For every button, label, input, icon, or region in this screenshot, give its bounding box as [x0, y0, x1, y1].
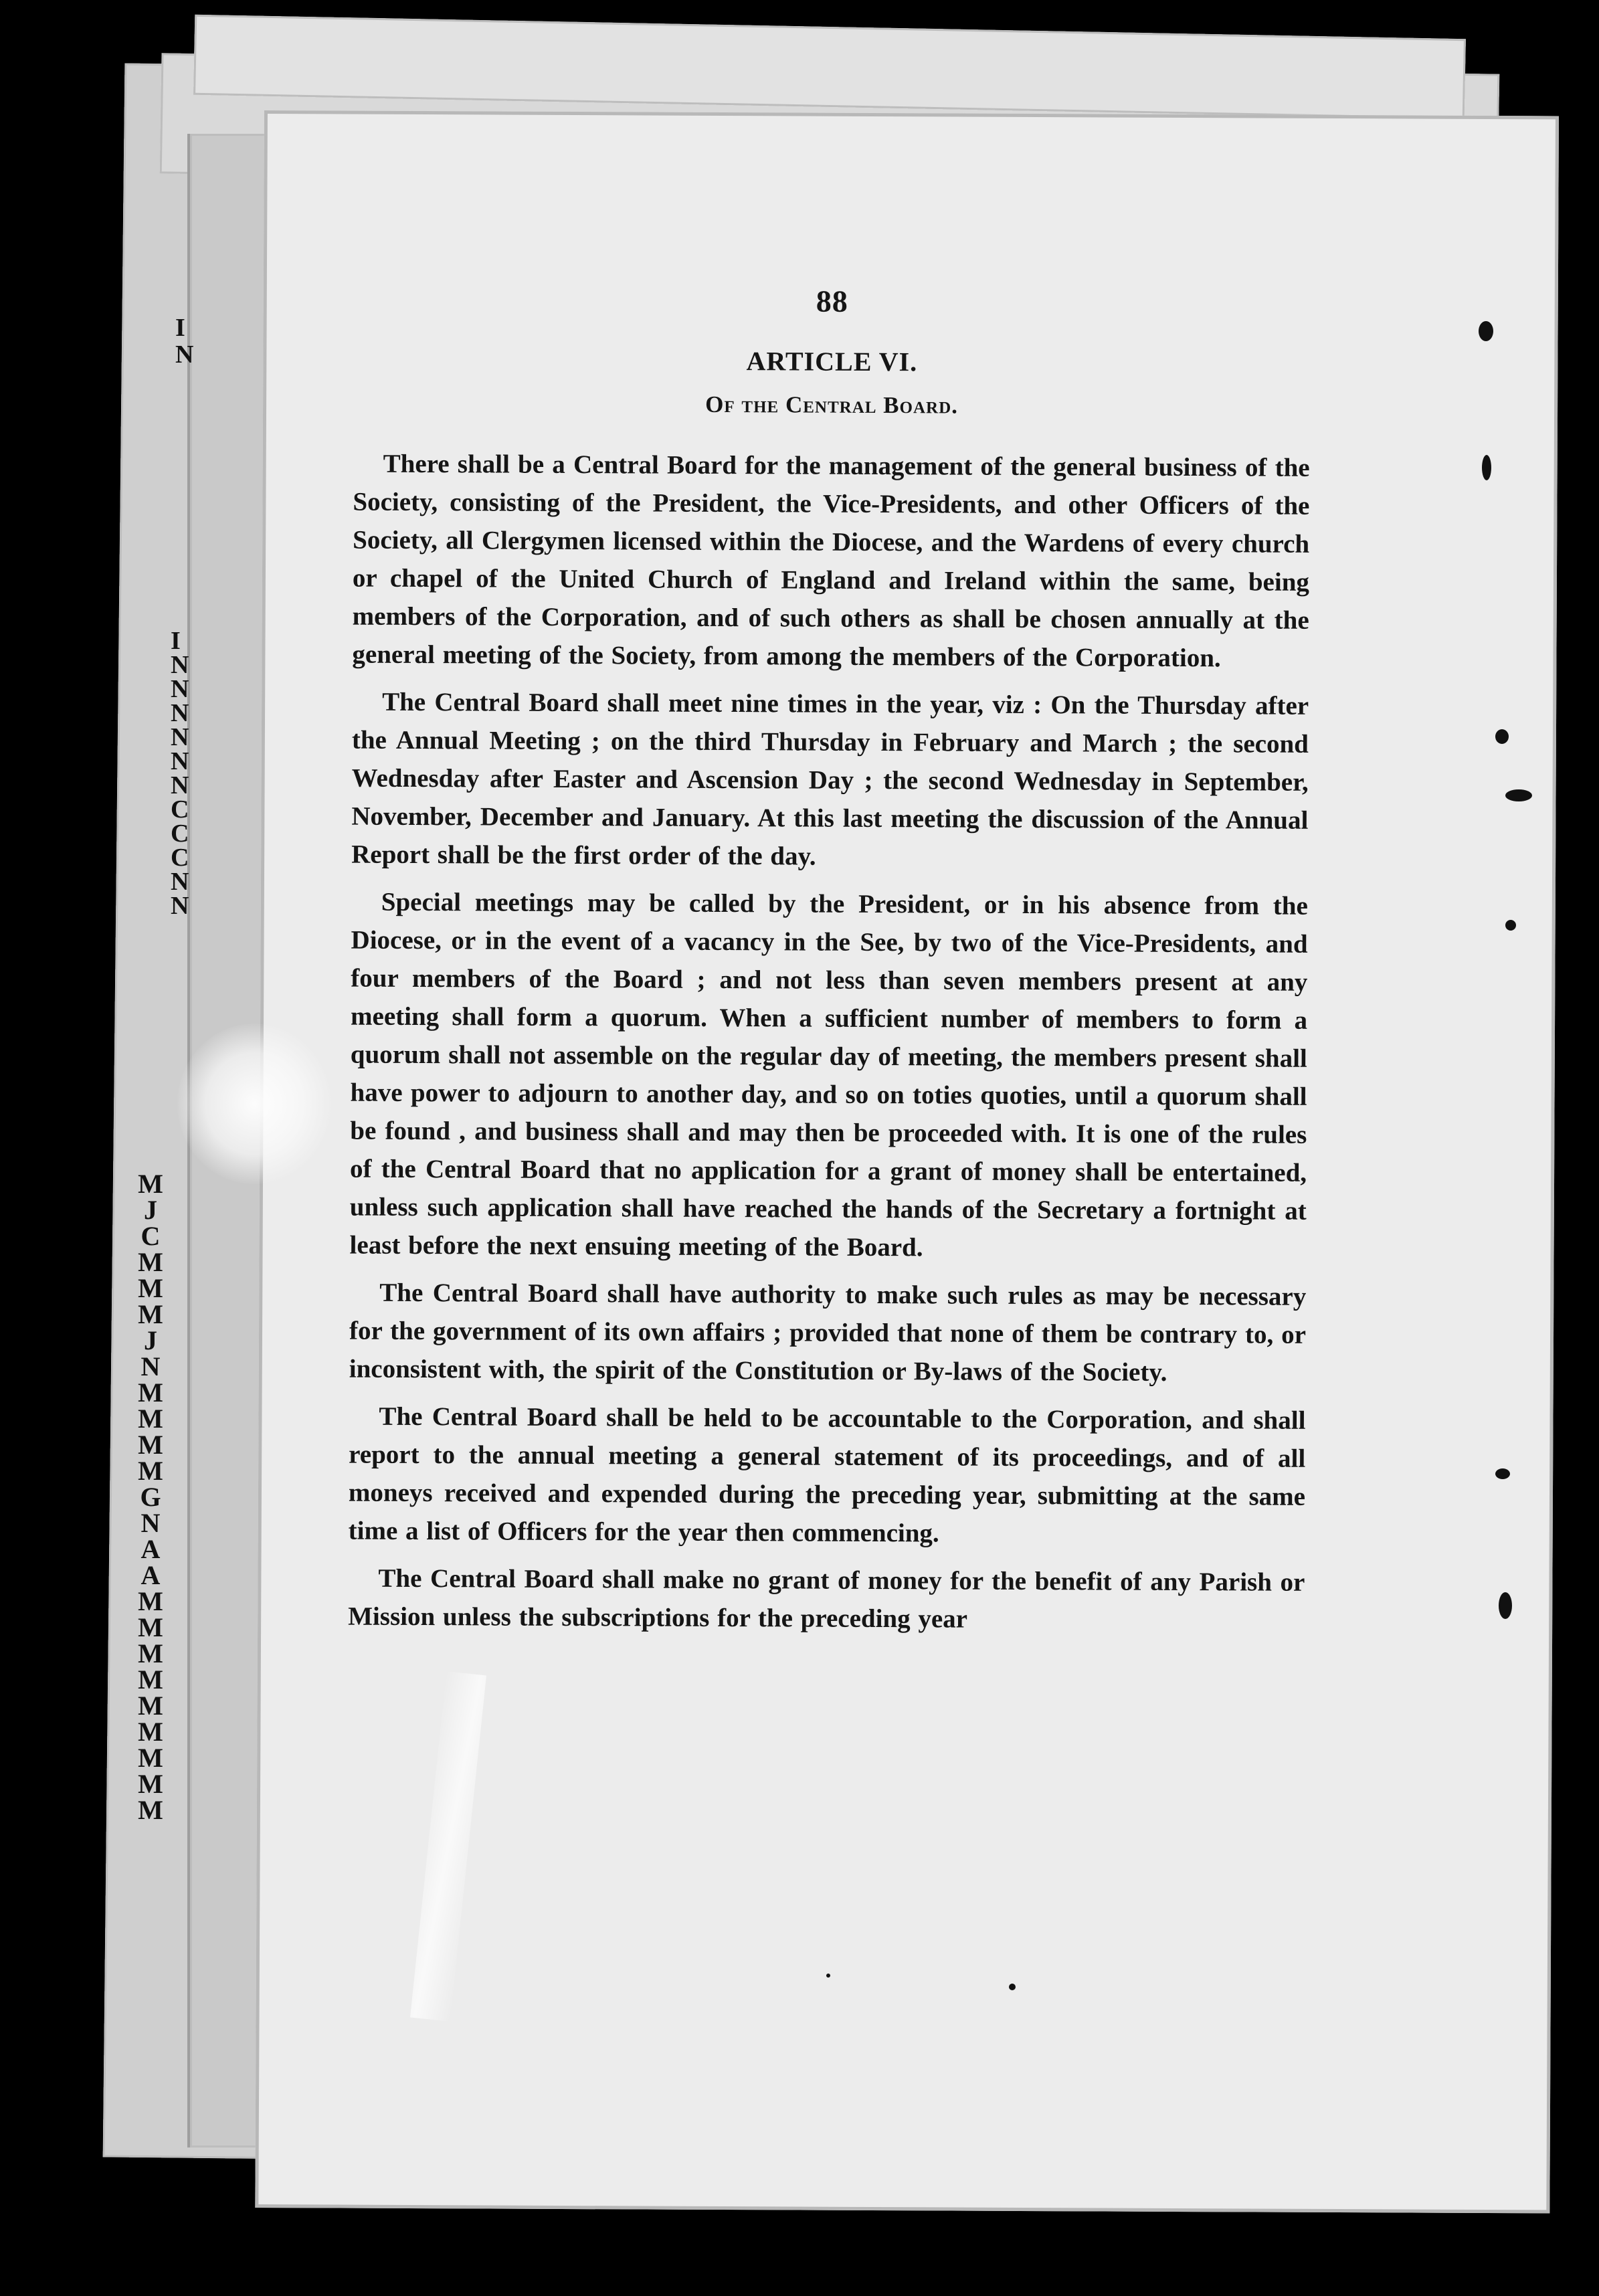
- paragraph-authority: The Central Board shall have authority to make such rules as may be necessary for the government of its own affairs ; provided that none of them be contrary to, or inconsistent with, the spirit of the Constitution or By-laws of the Society.: [349, 1278, 1307, 1387]
- margin-letter: N: [140, 1508, 161, 1538]
- margin-letter: M: [138, 1717, 163, 1747]
- margin-letter: N: [171, 771, 189, 799]
- margin-letter: A: [140, 1534, 161, 1564]
- margin-letter: M: [138, 1586, 163, 1616]
- margin-letter: N: [171, 868, 189, 896]
- margin-letter: N: [171, 675, 189, 703]
- speck: [1505, 789, 1532, 801]
- margin-letter: J: [144, 1195, 157, 1225]
- underlying-margin-letters-mid: [171, 629, 189, 918]
- margin-letter: G: [140, 1482, 161, 1512]
- speck: [1505, 920, 1516, 931]
- margin-letter: J: [144, 1325, 157, 1355]
- margin-letter: N: [171, 747, 189, 775]
- margin-letter: M: [138, 1743, 163, 1773]
- speck: [1499, 1592, 1512, 1619]
- margin-letter: N: [175, 341, 194, 369]
- article-subtitle: Of the Central Board.: [705, 391, 959, 419]
- margin-letter: N: [171, 699, 189, 727]
- speck: [1479, 321, 1493, 341]
- margin-letter: M: [138, 1273, 163, 1303]
- margin-letter: N: [171, 892, 189, 920]
- page-content: [348, 282, 1311, 1649]
- margin-letter: M: [138, 1456, 163, 1486]
- margin-letter: M: [138, 1664, 163, 1695]
- paragraph-grants: The Central Board shall make no grant of money for the benefit of any Parish or Mission unless the subscriptions for the preceding year: [348, 1563, 1305, 1634]
- margin-letter: N: [140, 1351, 161, 1381]
- underlying-margin-letters-top: [175, 314, 193, 368]
- page-number: 88: [816, 284, 848, 318]
- speck: [1495, 729, 1509, 744]
- margin-letter: I: [175, 314, 185, 342]
- paragraph-composition: There shall be a Central Board for the management of the general business of the Society, consisting of the President, the Vice-Presidents, and other Officers of the Society, all Clergymen licensed within the Diocese, and the Wardens of every church or chapel of the United Church of England and Ireland within the same, being members of the Corporation, and of such others as shall be chosen annually at the general meeting of the Society, from among the members of the Corporation.: [352, 449, 1310, 673]
- speck: [1495, 1468, 1510, 1479]
- margin-letter: M: [138, 1404, 163, 1434]
- document-page: [255, 110, 1559, 2213]
- margin-letter: C: [171, 844, 189, 872]
- margin-letter: N: [171, 723, 189, 751]
- article-title: ARTICLE VI.: [746, 346, 918, 377]
- bleed-through-text: [1363, 466, 1537, 561]
- margin-letter: M: [138, 1795, 163, 1825]
- paragraph-special-meetings: Special meetings may be called by the President, or in his absence from the Diocese, or in the event of a vacancy in the See, by two of the Vice-Presidents, and four members of the Board ; and not less than seven members present at any meeting shall form a quorum. When a sufficient number of members to form a quorum shall not assemble on the regular day of meeting, the members present shall have power to adjourn to another day, and so on toties quoties, until a quorum shall be found , and business shall and may then be proceeded with. It is one of the rules of the Central Board that no application for a grant of money shall be entertained, unless such application shall have reached the hands of the Secretary a fortnight at least before the next ensuing meeting of the Board.: [349, 887, 1308, 1262]
- margin-letter: M: [138, 1769, 163, 1799]
- margin-letter: C: [171, 820, 189, 848]
- margin-letter: C: [140, 1221, 161, 1251]
- margin-letter: M: [138, 1612, 163, 1642]
- speck: [1482, 455, 1491, 480]
- speck: [826, 1974, 830, 1978]
- margin-letter: A: [140, 1560, 161, 1590]
- margin-letter: M: [138, 1430, 163, 1460]
- margin-letter: M: [138, 1299, 163, 1329]
- margin-letter: M: [138, 1247, 163, 1277]
- paragraph-meeting-schedule: The Central Board shall meet nine times in the year, viz : On the Thursday after the Annual Meeting ; on the third Thursday in February and March ; the second Wednesday after Easter and Ascension Day ; the second Wednesday in September, November, December and January. At this last meeting the discussion of the Annual Report shall be the first order of the day.: [351, 687, 1309, 871]
- margin-letter: M: [138, 1638, 163, 1668]
- margin-letter: M: [138, 1691, 163, 1721]
- speck: [1009, 1984, 1016, 1990]
- margin-letter: M: [138, 1377, 163, 1408]
- margin-letter: C: [171, 795, 189, 824]
- underlying-margin-letters-lower: [137, 1171, 164, 1823]
- margin-letter: M: [138, 1169, 163, 1199]
- paragraph-accountability: The Central Board shall be held to be accountable to the Corporation, and shall report to the annual meeting a general statement of its proceedings, and of all moneys received and expended during the preceding year, submitting at the same time a list of Officers for the year then commencing.: [348, 1402, 1306, 1548]
- margin-letter: I: [171, 627, 181, 655]
- margin-letter: N: [171, 651, 189, 679]
